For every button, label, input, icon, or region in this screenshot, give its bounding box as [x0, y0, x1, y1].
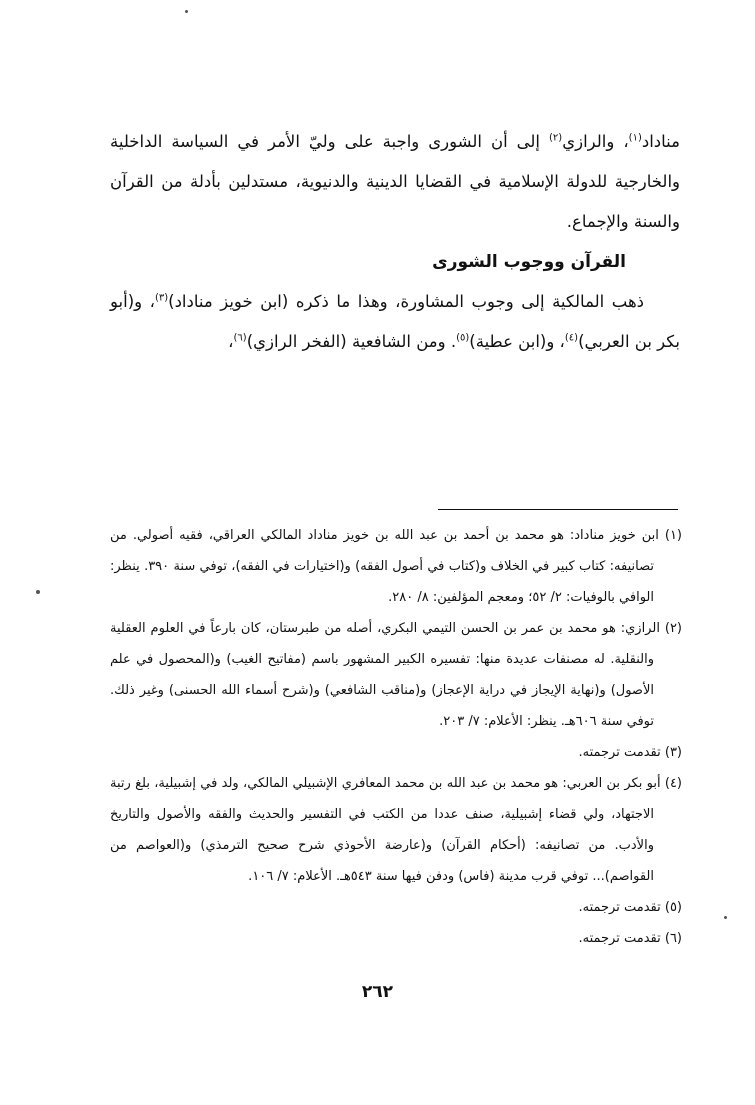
footnote-separator: [438, 509, 678, 510]
paragraph-maliki-view: [110, 282, 680, 362]
footnote-6: (٦) تقدمت ترجمته.: [578, 931, 682, 946]
main-text: [110, 122, 680, 362]
text-segment: . ومن الشافعية (الفخر الرازي): [246, 332, 457, 351]
footnote-ref-5[interactable]: (٥): [456, 332, 470, 344]
footnote-5: (٥) تقدمت ترجمته.: [578, 900, 682, 915]
footnote-ref-4[interactable]: (٤): [564, 332, 579, 344]
footnote-1: (١) ابن خويز مناداد: هو محمد بن أحمد بن عبد الله بن خويز مناداد المالكي العراقي، فقيه أصولي. من تصانيفه: كتاب كبير في الخلاف و(كتاب في أصول الفقه) و(اختيارات في الفقه)، توفي سنة ٣٩٠. ينظر: الوافي بالوفيات: ٢/ ٥٢؛ ومعجم المؤلفين: ٨/ ٢٨٠.: [110, 528, 682, 605]
text-segment: ذهب المالكية إلى وجوب المشاورة، وهذا ما ذكره (ابن خويز مناداد): [168, 292, 644, 311]
footnote-ref-2[interactable]: (٢): [549, 132, 563, 144]
footnote-ref-3[interactable]: (٣): [154, 292, 169, 304]
footnote-ref-6[interactable]: (٦): [233, 332, 247, 344]
scan-speck: [185, 10, 188, 13]
section-heading: القرآن ووجوب الشورى: [432, 252, 626, 272]
footnote-4: (٤) أبو بكر بن العربي: هو محمد بن عبد الله بن محمد المعافري الإشبيلي المالكي، ولد في إشبيلية، بلغ رتبة الاجتهاد، ولي قضاء إشبيلية، صنف عددا من الكتب في التفسير والحديث والفقه والأصول والتاريخ والأدب. من تصانيفه: (أحكام القرآن) و(عارضة الأحوذي شرح صحيح الترمذي) و(العواصم من القواصم)... توفي قرب مدينة (فاس) ودفن فيها سنة ٥٤٣هـ. الأعلام: ٧/ ١٠٦.: [110, 776, 682, 884]
scan-speck: [36, 590, 40, 594]
page-number: ٢٦٢: [361, 982, 394, 1002]
text-segment: مناداد: [641, 132, 680, 151]
footnote-2: (٢) الرازي: هو محمد بن عمر بن الحسن التيمي البكري، أصله من طبرستان، كان بارعاً في العلوم العقلية والنقلية. له مصنفات عديدة منها: تفسيره الكبير المشهور باسم (مفاتيح الغيب) و(المحصول في علم الأصول) و(نهاية الإيجاز في دراية الإعجاز) و(مناقب الشافعي) و(شرح أسماء الله الحسنى) وغير ذلك. توفي سنة ٦٠٦هـ. ينظر: الأعلام: ٧/ ٢٠٣.: [110, 621, 682, 729]
text-segment: ،: [228, 332, 234, 351]
text-segment: ، والرازي: [562, 132, 629, 151]
scan-speck: [724, 916, 727, 919]
text-segment: ، و(ابن عطية): [469, 332, 565, 351]
footnotes: [110, 520, 682, 954]
footnote-ref-1[interactable]: (١): [628, 132, 642, 144]
text-segment: ، و(أبو بكر بن العربي): [110, 292, 680, 351]
footnote-3: (٣) تقدمت ترجمته.: [578, 745, 682, 760]
text-segment: إلى أن الشورى واجبة على وليّ الأمر في السياسة الداخلية والخارجية للدولة الإسلامية في القضايا الدينية والدنيوية، مستدلين بأدلة من القرآن والسنة والإجماع.: [110, 132, 680, 231]
paragraph-shura-obligation: [110, 122, 680, 242]
